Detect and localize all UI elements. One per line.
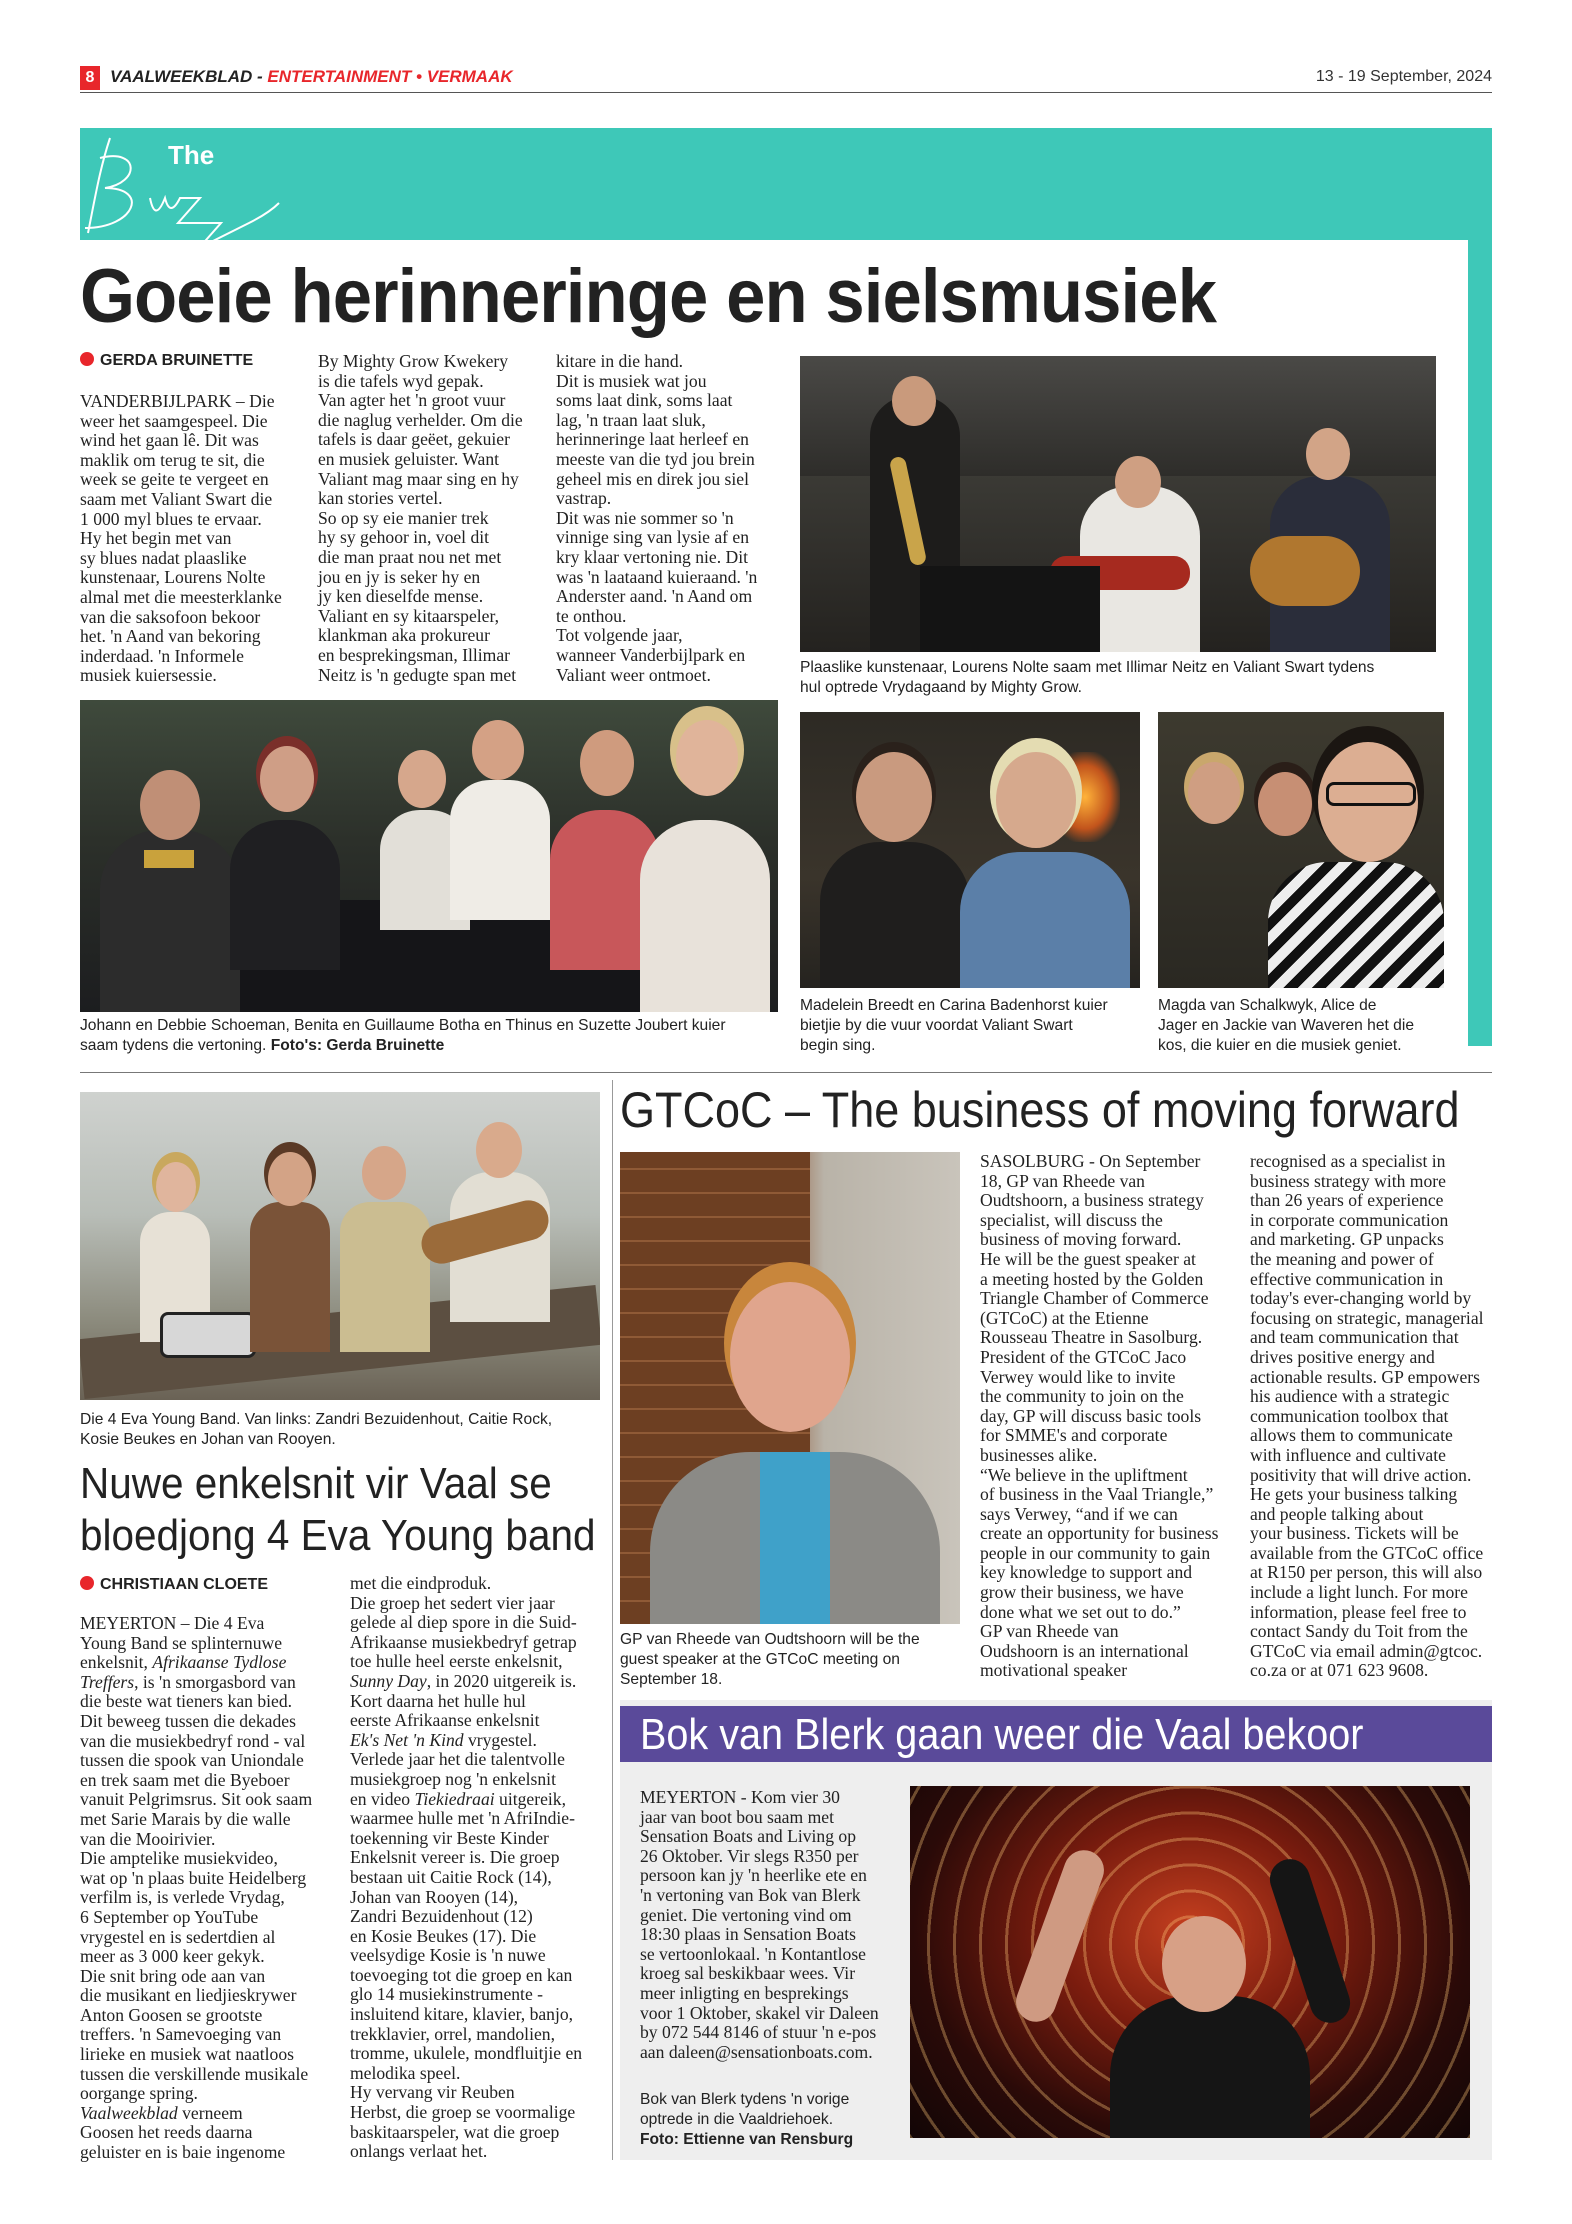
- member-kosie-head: [362, 1146, 406, 1200]
- byline-dot-icon: [80, 352, 94, 366]
- vertical-divider: [612, 1080, 613, 2160]
- saxophonist-head: [892, 376, 936, 426]
- story2-col2: met die eindproduk. Die groep het sedert vier jaar gelede al diep spore in die Suid- Afrikaanse musiekbedryf getrap toe hulle heel eerste enkelsnit, Sunny Day, in 2020 uitgereik is. Kort daarna het hulle hul eerste Afrikaanse enkelsnit Ek's Net 'n Kind vrygestel. Verlede jaar het die talentvolle musiekgroep nog 'n enkelsnit en video Tiekiedraai uitgereik, waarmee hulle met 'n AfriIndie- toekenning vir Beste Kinder Enkelsnit vereer is. Die groep bestaan uit Caitie Rock (14), Johan van Rooyen (14), Zandri Bezuidenhout (12) en Kosie Beukes (17). Die veelsydige Kosie is 'n nuwe toevoeging tot die groep en kan glo 14 musiekinstrumente - insluitend kitare, klavier, banjo, trekklavier, orrel, mandolien, tromme, ukulele, mondfluitjie en melodika speel. Hy vervang vir Reuben Herbst, die groep se voormalige baskitaarspeler, wat die groep onlangs verlaat het.: [350, 1573, 583, 2162]
- buzz-white-panel: [300, 240, 1468, 250]
- performer-head: [1162, 1916, 1246, 2012]
- story1-col2: By Mighty Grow Kwekery is die tafels wyd gepak. Van agter het 'n groot vuur die naglug verhelder. Om die tafels is daar geëet, gekuier en musiek geluister. Want Valiant mag maar sing en hy kan stories vertel. So op sy eie manier trek hy sy gehoor in, voel dit die man praat nou net met jou en jy is seker hy en jy ken dieselfde mense. Valiant en sy kitaarspeler, klankman aka prokureur en besprekingsman, Illimar Neitz is 'n gedugte span met: [318, 351, 523, 685]
- woman-c-glasses: [1326, 782, 1416, 806]
- person-2-head: [260, 746, 314, 812]
- guitarist-head: [1115, 456, 1161, 508]
- jeep-shirt-logo: [144, 850, 194, 868]
- story3-col2: recognised as a specialist in business strategy with more than 26 years of experience in corporate communication and marketing. GP unpacks the meaning and power of effective communication in today's ever-changing world by focusing on strategic, managerial and team communication that drives positive energy and actionable results. GP empowers his audience with a strategic communication toolbox that allows them to communicate with influence and cultivate positivity that will drive action. He gets your business talking and people talking about your business. Tickets will be available from the GTCoC office at R150 per person, this will also include a light lunch. For more information, please feel free to contact Sandy du Toit from the GTCoC via email admin@gtcoc. co.za or at 071 623 9608.: [1250, 1151, 1484, 1681]
- fire-photo: [800, 712, 1140, 988]
- singer-head: [1306, 428, 1350, 480]
- member-caitie: [250, 1202, 330, 1352]
- member-kosie: [340, 1202, 430, 1352]
- story1-col1: VANDERBIJLPARK – Die weer het saamgespeel. Die wind het gaan lê. Dit was maklik om terug te sit, die week se geite te vergeet en saam met Valiant Swart die 1 000 myl blues te ervaar. Hy het begin met van sy blues nadat plaaslike kunstenaar, Lourens Nolte almal met die meesterklanke van die saksofoon bekoor het. 'n Aand van bekoring inderdaad. 'n Informele musiek kuiersessie.: [80, 391, 282, 686]
- person-6: [640, 820, 770, 1012]
- bok-box: [620, 1700, 1492, 2160]
- speaker-head: [730, 1282, 850, 1432]
- member-johan-head: [476, 1122, 522, 1178]
- person-4-head: [472, 720, 524, 780]
- story2-headline-line2: bloedjong 4 Eva Young band: [80, 1511, 596, 1560]
- section-divider: [80, 1072, 1492, 1073]
- buzz-swash-b: [85, 138, 132, 233]
- woman-a-head: [1188, 762, 1240, 824]
- group-caption-text: Johann en Debbie Schoeman, Benita en Guillaume Botha en Thinus en Suzette Joubert kuier saam tydens die vertoning.: [80, 1017, 726, 1054]
- member-zandri-head: [156, 1162, 196, 1212]
- story3-headline: GTCoC – The business of moving forward: [620, 1082, 1460, 1138]
- snare-drum: [160, 1312, 256, 1358]
- issue-date: 13 - 19 September, 2024: [1315, 68, 1492, 85]
- buzz-swash-uzz: [150, 198, 279, 240]
- speaker-shirt: [760, 1452, 830, 1624]
- bok-photo: [910, 1786, 1470, 2138]
- woman-right-head: [996, 752, 1076, 848]
- woman-left: [820, 842, 970, 988]
- member-caitie-head: [268, 1152, 312, 1206]
- story4-body: MEYERTON - Kom vier 30 jaar van boot bou saam met Sensation Boats and Living op 26 Oktober. Vir slegs R350 per persoon kan jy 'n heerlike ete en 'n vertoning van Bok van Blerk geniet. Die vertoning vind om 18:30 plaas in Sensation Boats se vertoonlokaal. 'n Kontantlose kroeg sal beskikbaar wees. Vir meer inligting en besprekings voor 1 Oktober, skakel vir Daleen by 072 544 8146 of stuur 'n e-pos aan daleen@sensationboats.com.: [640, 1787, 879, 2062]
- buzz-the-label: The: [168, 140, 215, 170]
- person-5-head: [580, 730, 634, 796]
- page-header: [80, 64, 1492, 94]
- publication-label: VAALWEEKBLAD -: [110, 67, 263, 86]
- portrait-photo-caption: GP van Rheede van Oudtshoorn will be the guest speaker at the GTCoC meeting on September 18.: [620, 1631, 920, 1688]
- story1-byline: GERDA BRUINETTE: [80, 352, 253, 370]
- woman-left-head: [856, 752, 932, 842]
- story4-headline: Bok van Blerk gaan weer die Vaal bekoor: [640, 1710, 1364, 1759]
- story1-col3: kitare in die hand. Dit is musiek wat jou soms laat dink, soms laat lag, 'n traan laat sluk, herinneringe laat herleef en meeste van die tyd jou brein geheel mis en direk jou siel vastrap. Dit was nie sommer so 'n vinnige sing van lysie af en kry klaar vertoning nie. Dit was 'n laataand kuieraand. 'n Anderster aand. 'n Aand om te onthou. Tot volgende jaar, wanneer Vanderbijlpark en Valiant weer ontmoet.: [556, 351, 758, 685]
- page-number: 8: [80, 66, 100, 90]
- section-label: ENTERTAINMENT • VERMAAK: [267, 67, 513, 86]
- bok-photo-caption: Bok van Blerk tydens 'n vorige optrede in die Vaaldriehoek. Foto: Ettienne van Rensburg: [640, 2091, 854, 2148]
- buzz-right-bar: [1468, 128, 1492, 1046]
- group-photo-caption: [80, 1016, 800, 1056]
- publication-name: [110, 67, 513, 87]
- stage-photo-caption: Plaaslike kunstenaar, Lourens Nolte saam met Illimar Neitz en Valiant Swart tydens hul optrede Vrydagaand by Mighty Grow.: [800, 659, 1375, 696]
- woman-right: [960, 852, 1130, 988]
- person-1-head: [140, 770, 200, 840]
- story2-headline: [80, 1458, 596, 1562]
- person-3-head: [398, 750, 446, 808]
- portrait-photo: [620, 1152, 960, 1624]
- story3-col1: SASOLBURG - On September 18, GP van Rheede van Oudtshoorn, a business strategy specialist, will discuss the business of moving forward. He will be the guest speaker at a meeting hosted by the Golden Triangle Chamber of Commerce (GTCoC) at the Etienne Rousseau Theatre in Sasolburg. President of the GTCoC Jaco Verwey would like to invite the community to join on the day, GP will discuss basic tools for SMME's and corporate businesses alike. “We believe in the upliftment of business in the Vaal Triangle,” says Verwey, “and if we can create an opportunity for business people in our community to gain key knowledge to support and grow their business, we have done what we set out to do.” GP van Rheede van Oudshoorn is an international motivational speaker: [980, 1151, 1219, 1681]
- woman-c: [1268, 862, 1444, 988]
- fire-photo-caption: Madelein Breedt en Carina Badenhorst kuier bietjie by die vuur voordat Valiant Swart begin sing.: [800, 997, 1108, 1054]
- women-photo-caption: Magda van Schalkwyk, Alice de Jager en Jackie van Waveren het die kos, die kuier en die musiek geniet.: [1158, 997, 1414, 1054]
- woman-b-head: [1258, 772, 1312, 836]
- person-2: [230, 820, 340, 970]
- story2-byline: CHRISTIAAN CLOETE: [80, 1576, 268, 1594]
- stage-photo: [800, 356, 1436, 652]
- performer-body: [1110, 1996, 1310, 2138]
- person-4: [450, 780, 550, 920]
- story2-headline-line1: Nuwe enkelsnit vir Vaal se: [80, 1459, 552, 1508]
- person-6-head: [676, 720, 738, 796]
- acoustic-guitar: [1250, 536, 1360, 606]
- header-rule: [80, 92, 1492, 93]
- byline-dot-icon: [80, 1576, 94, 1590]
- band-photo: [80, 1092, 600, 1400]
- story2-col1: MEYERTON – Die 4 Eva Young Band se splinternuwe enkelsnit, Afrikaanse Tydlose Treffers, is 'n smorgasbord van die beste wat tieners kan bied. Dit beweeg tussen die dekades van die musiekbedryf rond - val tussen die spook van Uniondale en trek saam met die Byeboer vanuit Pelgrimsrus. Sit ook saam met Sarie Marais by die walle van die Mooirivier. Die amptelike musiekvideo, wat op 'n plaas buite Heidelberg verfilm is, is verlede Vrydag, 6 September op YouTube vrygestel en is sedertdien al meer as 3 000 keer gekyk. Die snit bring ode aan van die musikant en liedjieskrywer Anton Goosen se grootste treffers. 'n Samevoeging van lirieke en musiek wat naatloos tussen die verskillende musikale oorgange spring. Vaalweekblad verneem Goosen het reeds daarna geluister en is baie ingenome: [80, 1613, 313, 2163]
- women-photo: [1158, 712, 1444, 988]
- stage-table: [920, 566, 1100, 652]
- group-photo: [80, 700, 778, 1012]
- story1-headline: Goeie herinneringe en sielsmusiek: [80, 254, 1216, 339]
- band-photo-caption: Die 4 Eva Young Band. Van links: Zandri Bezuidenhout, Caitie Rock, Kosie Beukes en Johan van Rooyen.: [80, 1411, 553, 1448]
- group-caption-credit: Foto's: Gerda Bruinette: [270, 1037, 445, 1054]
